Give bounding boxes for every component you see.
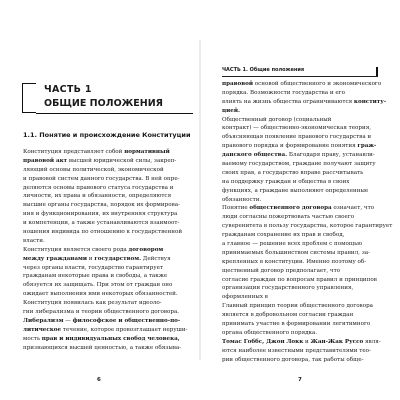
text-run: ношения индивида по отношению к государственной	[23, 229, 183, 236]
text-line	[23, 192, 187, 201]
text-line	[222, 213, 378, 222]
text-run: явля-	[363, 338, 381, 345]
text-line	[222, 107, 378, 116]
bold-run: государством.	[94, 255, 142, 262]
text-line	[23, 201, 187, 210]
text-run: ются наиболее известными представителями тео-	[222, 347, 371, 354]
text-line	[23, 148, 187, 157]
bold-run: данского общества.	[222, 152, 288, 159]
text-run: высшей юридической силы, закреп-	[67, 157, 177, 164]
text-line	[222, 222, 393, 231]
text-line	[222, 142, 378, 151]
running-header-text: ЧАСТЬ 1. Общие положения	[222, 67, 305, 73]
text-run: гии либерализма и теории общественного договора.	[23, 309, 180, 316]
text-run: деляются основы правового статуса государства и	[23, 184, 174, 191]
text-run: принимаемых большинством системы правил, за-	[222, 249, 370, 256]
text-run: Понятие	[222, 205, 250, 212]
text-run: основой общественного и экономического	[253, 81, 382, 87]
text-line	[222, 89, 378, 98]
bold-run: граж-	[357, 143, 377, 150]
text-line	[222, 116, 378, 125]
text-run: крепленных в конституции. Именно поэтому об-	[222, 258, 367, 265]
text-line	[23, 308, 187, 317]
text-run: высшие органы государства, порядок их формирова-	[23, 202, 180, 209]
text-line	[222, 133, 378, 142]
left-body-text	[23, 148, 187, 352]
bold-run: философское и общественно-по-	[72, 317, 181, 324]
text-run: и	[87, 255, 95, 262]
text-line	[222, 231, 378, 240]
text-run: означает, что	[331, 205, 375, 212]
text-run: принимать участие в формировании легитимного	[222, 321, 371, 328]
text-run: рии общественного договора, так работы обще-	[222, 356, 364, 363]
text-line	[222, 320, 378, 329]
chapter-title: ОБЩИЕ ПОЛОЖЕНИЯ	[44, 98, 163, 109]
text-line	[23, 166, 187, 175]
section-title: 1.1. Понятие и происхождение Конституции	[23, 131, 191, 139]
bold-run: правовой	[222, 81, 254, 87]
text-line	[222, 98, 387, 107]
text-run: органа общественного порядка.	[222, 329, 318, 336]
text-run: своих прав, а государство вправе рассчитывать	[222, 169, 364, 176]
text-run: объясняющая появление правового государства и	[222, 134, 372, 141]
text-run: на поддержку граждан и общества в своих	[222, 178, 350, 185]
bold-run: нормативный	[124, 149, 170, 155]
text-run: организации государственного управления,	[222, 285, 354, 292]
text-line	[23, 335, 187, 344]
chapter-bracket-ornament	[22, 83, 36, 113]
text-run: функциях, а граждане выполняют определенные	[222, 187, 369, 194]
text-line	[222, 347, 378, 356]
text-run: является в добровольном согласии граждан	[222, 312, 354, 319]
text-line	[222, 356, 378, 365]
text-run: —	[63, 317, 73, 324]
text-run: оформленных в	[222, 294, 268, 301]
text-run: влиять на жизнь общества ограничиваются	[222, 98, 354, 105]
text-run: контракт) — общественно-экономическая теория,	[222, 125, 372, 132]
text-run: Конституция появилась как результат идеоло-	[23, 300, 162, 307]
text-run: мость	[23, 335, 42, 342]
bold-run: договором	[128, 246, 164, 253]
text-line	[222, 249, 378, 258]
text-line	[222, 160, 378, 169]
text-run: люди согласны пожертвовать частью своего	[222, 214, 355, 221]
text-line	[222, 284, 378, 293]
text-run: Конституция представляет собой	[23, 149, 125, 155]
text-run: и компетенции, а также устанавливаются взаимоот-	[23, 220, 180, 227]
text-line	[222, 196, 378, 205]
running-header-tab	[376, 67, 379, 76]
text-run: ния и функционирования, их внутренняя структура	[23, 211, 178, 218]
text-run: течение, которое провозглашает неруши-	[61, 326, 188, 333]
text-line	[23, 228, 187, 237]
text-run: щественный договор предполагает, что	[222, 267, 341, 274]
text-run: порядка. Возможности государства и его	[222, 89, 345, 96]
bold-run: между гражданами	[23, 255, 88, 262]
text-run: личности, их права и обязанности, определяются	[23, 193, 172, 200]
text-run: через органы власти, государство гарантирует	[23, 264, 164, 271]
text-run: Конституция является своего рода	[23, 246, 129, 253]
text-line	[222, 240, 378, 249]
bold-run: цией.	[222, 107, 240, 114]
chapter-heading	[22, 83, 192, 115]
text-run: гражданам сохранение их прав и свобод,	[222, 232, 345, 239]
page-number-right: 7	[298, 377, 302, 383]
text-run: гражданам некоторые права и свободы, а также	[23, 273, 168, 280]
running-header	[222, 67, 378, 77]
text-line	[222, 293, 378, 302]
text-line	[23, 246, 187, 255]
text-line	[23, 299, 187, 308]
text-run: правового порядка и формирование понятия	[222, 143, 358, 150]
text-line	[222, 258, 378, 267]
text-line	[222, 302, 378, 311]
page-number-left: 6	[97, 377, 101, 383]
text-run: Благодаря праву, устанавли-	[287, 152, 375, 159]
text-line	[222, 276, 378, 285]
text-run: суверенитета в пользу государства, которое гарантирует	[222, 223, 393, 230]
right-page	[200, 0, 400, 400]
text-line	[222, 338, 381, 347]
text-run: ляющий основы политической, экономической	[23, 166, 164, 173]
bold-run: Томас Гоббс, Джон Локк	[222, 338, 304, 345]
chapter-label: ЧАСТЬ 1	[44, 84, 92, 95]
text-run: Общественный договор (социальный	[222, 116, 332, 123]
text-line	[23, 219, 187, 228]
text-line	[23, 237, 187, 246]
bold-run: общественного договора	[249, 205, 332, 212]
text-run: Главный принцип теории общественного договора	[222, 303, 373, 310]
text-line	[222, 311, 378, 320]
text-line	[23, 326, 187, 335]
text-line	[222, 178, 378, 187]
text-line	[222, 151, 378, 160]
text-run: обязанности.	[222, 196, 262, 203]
text-line	[222, 169, 378, 178]
text-run: Действуя	[141, 255, 171, 262]
text-run: и правовой систем данного государства. В ней опре-	[23, 175, 180, 182]
text-line	[222, 329, 378, 338]
bold-run: Жан-Жак Руссо	[310, 338, 364, 345]
text-line	[23, 281, 187, 290]
text-run: ожидает выполнения ими некоторых обязанностей.	[23, 291, 178, 298]
text-run: и	[303, 338, 311, 345]
text-line	[23, 210, 187, 219]
text-line	[23, 157, 187, 166]
text-line	[222, 204, 378, 213]
text-line	[222, 187, 378, 196]
text-run: ваемому государством, граждане получают защиту	[222, 161, 376, 168]
text-run: власти.	[23, 237, 45, 244]
bold-run: правовой акт	[23, 157, 68, 164]
text-line	[23, 344, 187, 353]
text-line	[23, 290, 187, 299]
right-body-text	[222, 80, 393, 365]
text-run: а главное — решение всех проблем с помощью	[222, 241, 362, 248]
text-run: признающихся высшей ценностью, а также обязыва-	[23, 344, 182, 351]
bold-run: прав и индивидуальных свобод человека,	[41, 335, 180, 342]
text-run: согласие граждан по вопросам правил и принципов	[222, 276, 377, 283]
text-line	[23, 264, 187, 273]
text-line	[222, 80, 382, 89]
text-line	[222, 267, 378, 276]
bold-run: конститу-	[353, 98, 387, 105]
chapter-underline	[36, 113, 193, 114]
text-line	[23, 272, 187, 281]
text-line	[222, 124, 378, 133]
text-line	[23, 175, 187, 184]
text-run: обязуется их защищать. При этом от граждан оно	[23, 282, 173, 289]
text-line	[23, 255, 187, 264]
bold-run: литическое	[23, 326, 62, 333]
text-line	[23, 184, 187, 193]
bold-run: Либерализм	[23, 317, 64, 324]
text-line	[23, 317, 187, 326]
